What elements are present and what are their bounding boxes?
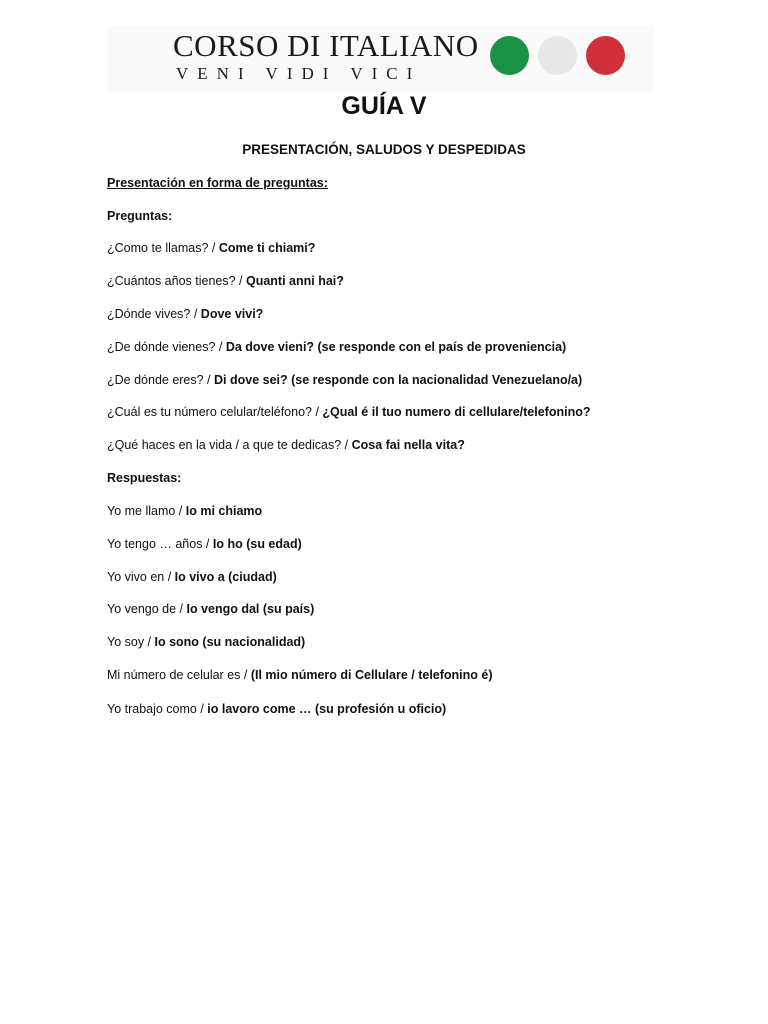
question-line: ¿Como te llamas? / Come ti chiami?: [107, 241, 316, 255]
question-line: ¿Qué haces en la vida / a que te dedicas? / Cosa fai nella vita?: [107, 438, 465, 452]
question-line: ¿Cuál es tu número celular/teléfono? / ¿Qual é il tuo numero di cellulare/telefonino?: [107, 405, 591, 419]
flag-green-dot-icon: [490, 36, 529, 75]
answer-line: Yo vengo de / Io vengo dal (su país): [107, 602, 315, 616]
answer-line: Yo trabajo como / io lavoro come … (su profesión u oficio): [107, 702, 447, 716]
answer-line: Yo me llamo / Io mi chiamo: [107, 504, 263, 518]
intro-heading: Presentación en forma de preguntas:: [107, 176, 328, 190]
answer-line: Yo vivo en / Io vivo a (ciudad): [107, 570, 277, 584]
course-header: [108, 26, 653, 92]
course-motto: VENI VIDI VICI: [176, 64, 422, 83]
guide-title: GUÍA V: [341, 92, 427, 120]
answer-line: Yo soy / Io sono (su nacionalidad): [107, 635, 306, 649]
question-line: ¿Cuántos años tienes? / Quanti anni hai?: [107, 274, 344, 288]
questions-heading: Preguntas:: [107, 209, 173, 223]
answer-line: Yo tengo … años / Io ho (su edad): [107, 537, 302, 551]
flag-white-dot-icon: [538, 36, 577, 75]
section-title: PRESENTACIÓN, SALUDOS Y DESPEDIDAS: [242, 142, 526, 157]
answer-line: Mi número de celular es / (Il mio número di Cellulare / telefonino é): [107, 668, 493, 682]
question-line: ¿De dónde vienes? / Da dove vieni? (se responde con el país de proveniencia): [107, 340, 567, 354]
answers-heading: Respuestas:: [107, 471, 182, 485]
question-line: ¿De dónde eres? / Di dove sei? (se responde con la nacionalidad Venezuelano/a): [107, 373, 583, 387]
flag-red-dot-icon: [586, 36, 625, 75]
question-line: ¿Dónde vives? / Dove vivi?: [107, 307, 264, 321]
course-title: CORSO DI ITALIANO: [173, 28, 479, 63]
